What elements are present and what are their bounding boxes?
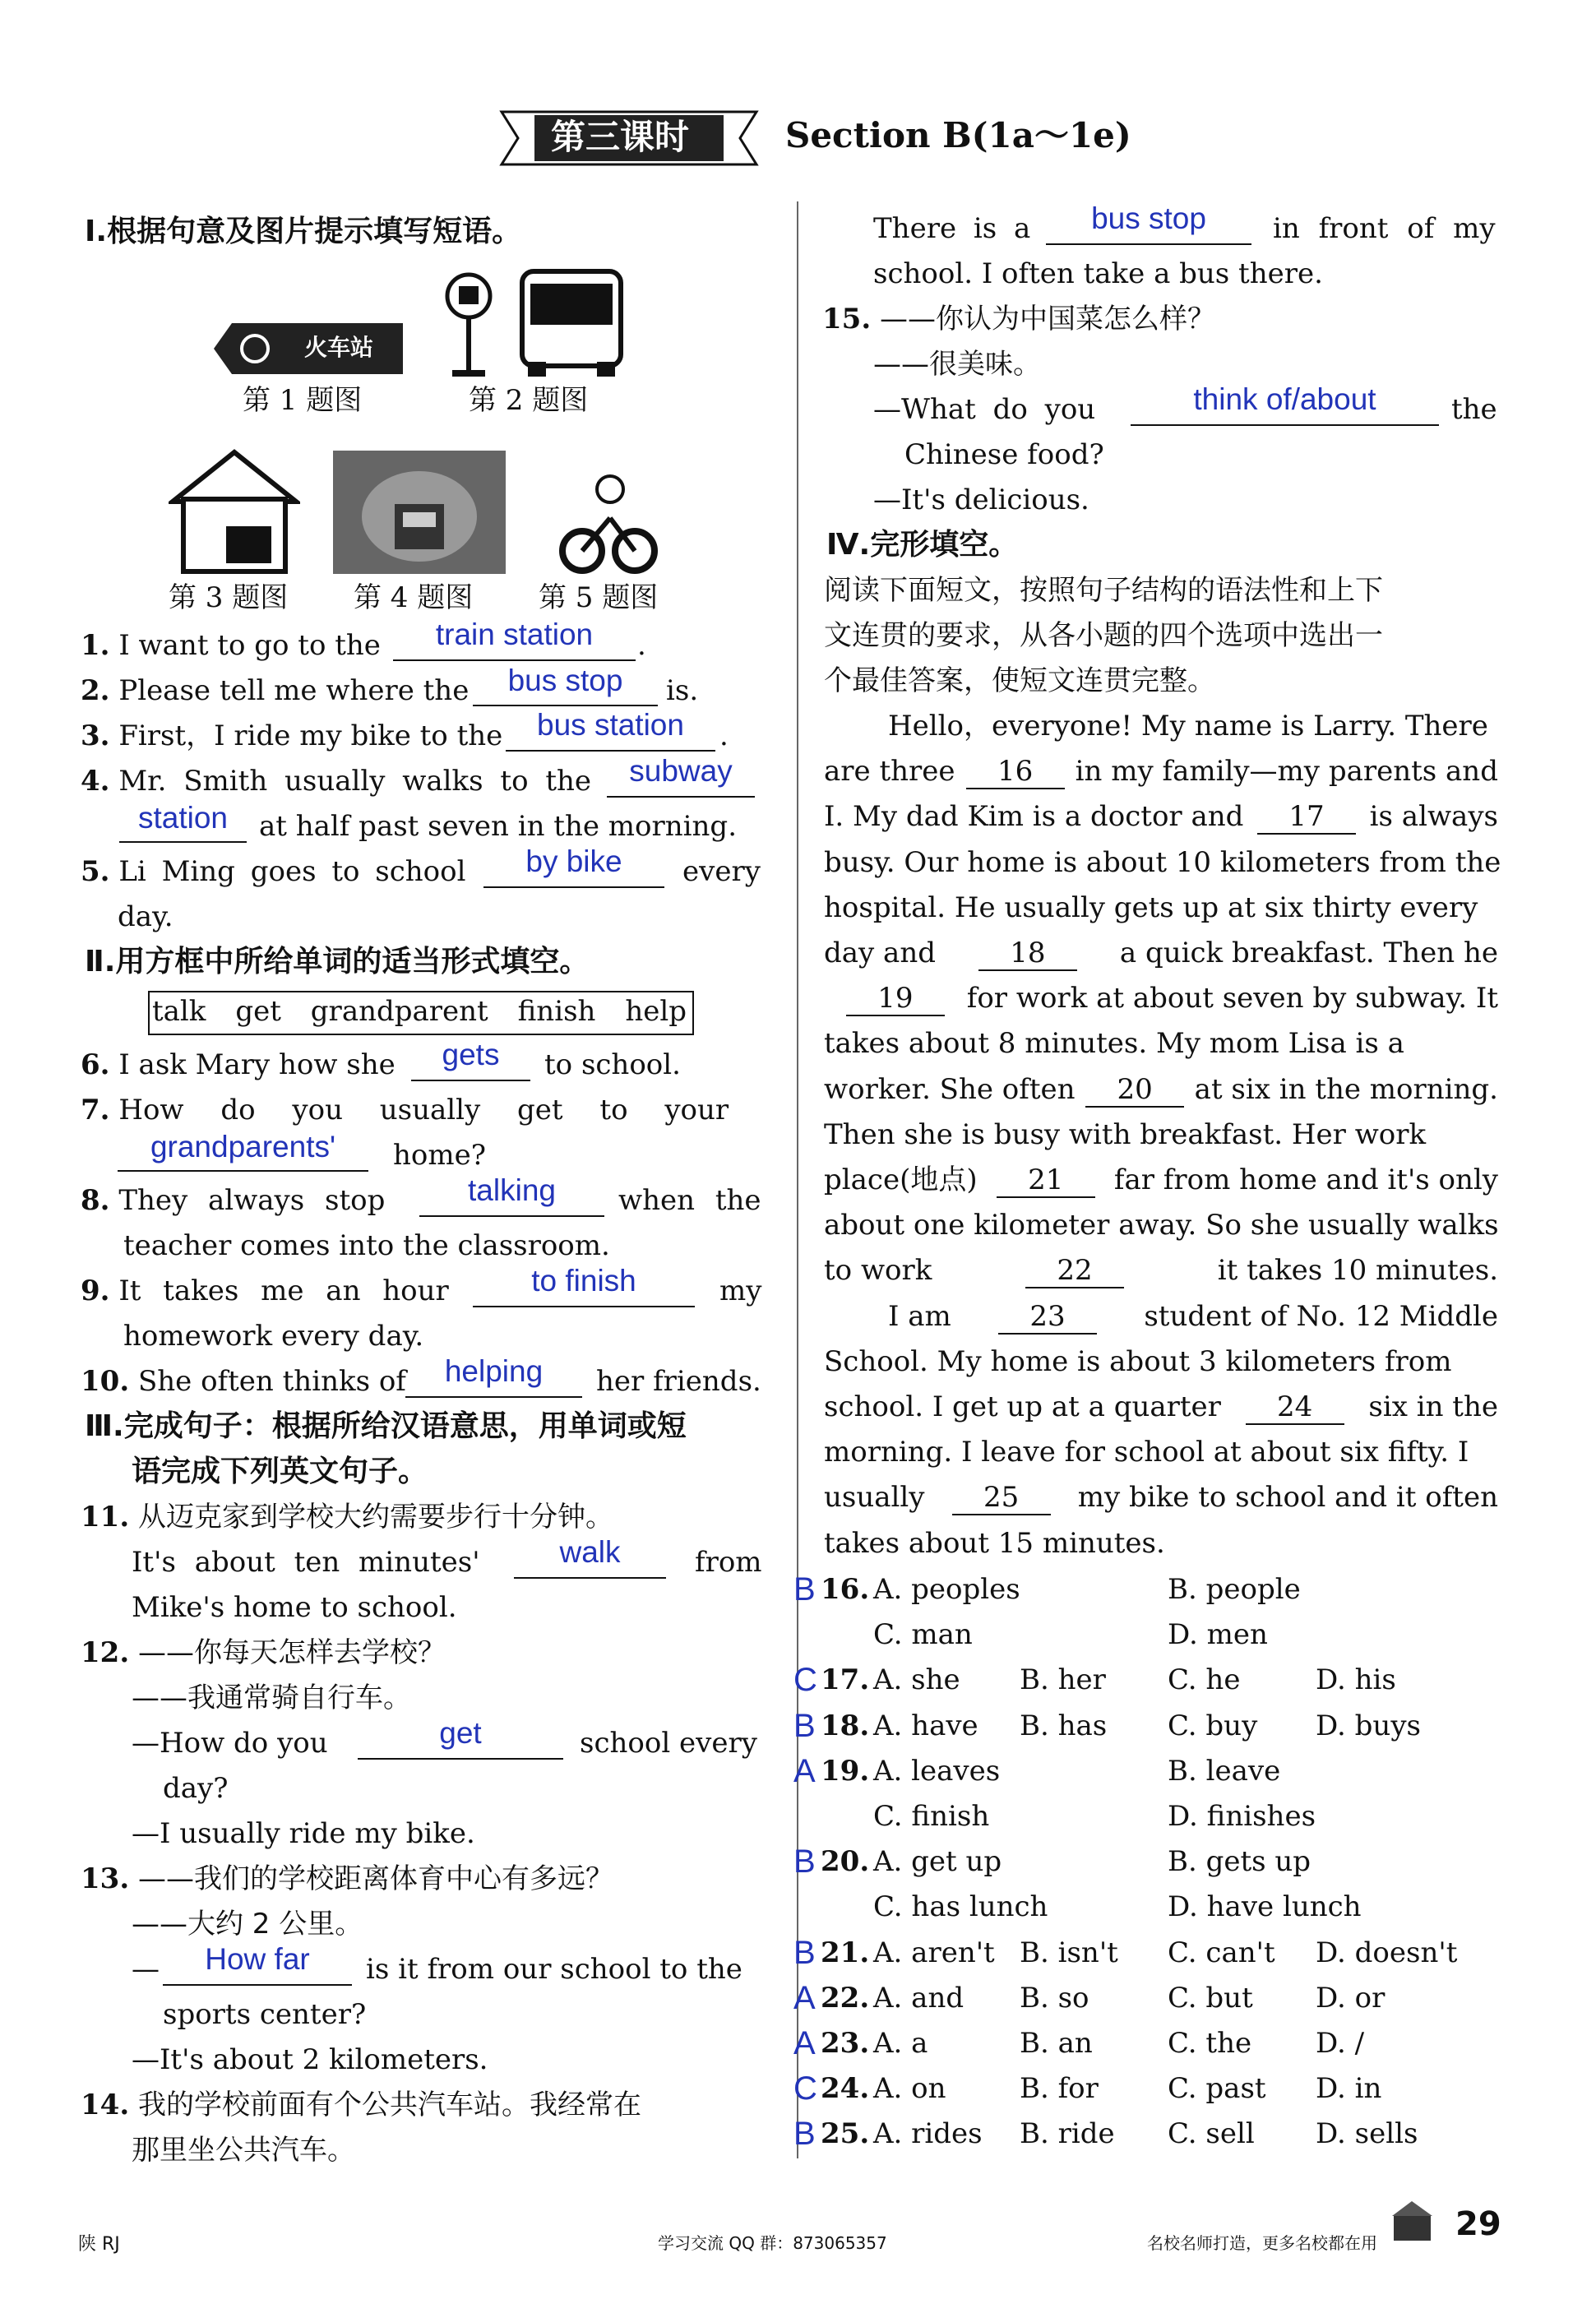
question-3: 3. First，I ride my bike to the <box>81 719 503 752</box>
option[interactable]: A. and <box>873 1981 965 2015</box>
question-number: 21. <box>821 1936 870 1969</box>
q15-cont: Chinese food? <box>904 438 1104 471</box>
blank-13[interactable] <box>163 1984 352 1986</box>
passage-text: takes about 8 minutes. My mom Lisa is a <box>824 1027 1404 1061</box>
passage-text: I am <box>888 1299 951 1333</box>
q4-end: at half past seven in the morning. <box>259 810 738 843</box>
option[interactable]: B. an <box>1020 2027 1093 2060</box>
passage-line <box>824 800 1498 835</box>
selected-answer: C <box>793 1662 817 1699</box>
passage-text: usually <box>824 1481 925 1515</box>
answer-15: think of/about <box>1193 382 1376 416</box>
question-1: 1. I want to go to the <box>81 629 381 662</box>
blank-14[interactable] <box>1046 243 1251 245</box>
passage-line <box>824 937 1498 971</box>
passage-text: school. I get up at a quarter <box>824 1390 1221 1423</box>
q8-cont: teacher comes into the classroom. <box>123 1229 610 1262</box>
passage-text: to work <box>824 1254 932 1288</box>
blank-12[interactable] <box>358 1758 563 1760</box>
q3-end: . <box>719 719 729 752</box>
passage-line <box>824 1118 1498 1151</box>
q14-text: There is a <box>873 212 1031 245</box>
option[interactable]: D. doesn't <box>1316 1936 1458 1969</box>
lesson-banner <box>493 105 765 171</box>
passage-line <box>824 1390 1498 1425</box>
blank-15[interactable] <box>1131 424 1439 426</box>
blank-3[interactable] <box>506 750 715 752</box>
q15-end: the <box>1451 393 1497 426</box>
book-logo-icon <box>1390 2200 1435 2245</box>
cloze-blank[interactable]: 19 <box>846 982 945 1016</box>
caption-4: 第 4 题图 <box>354 581 474 614</box>
word-finish: finish <box>517 995 596 1028</box>
q12-cn2: ——我通常骑自行车。 <box>132 1682 411 1714</box>
bike-rider-image <box>559 473 658 576</box>
option[interactable]: A. peoples <box>873 1573 1020 1606</box>
answer-1: train station <box>435 618 594 651</box>
answer-6: gets <box>442 1038 500 1071</box>
caption-2: 第 2 题图 <box>469 384 589 417</box>
option[interactable]: B. has <box>1020 1709 1108 1742</box>
passage-text: School. My home is about 3 kilometers from <box>824 1344 1452 1378</box>
blank-1[interactable] <box>393 659 636 661</box>
sign-text: 火车站 <box>304 334 374 361</box>
question-number: 18. <box>821 1709 870 1742</box>
q13-cont: sports center? <box>163 1998 367 2031</box>
q15-text: —What do you <box>873 393 1096 426</box>
answer-4b: station <box>137 801 228 835</box>
question-2: 2. Please tell me where the <box>81 674 470 707</box>
q11-end: from <box>695 1546 762 1579</box>
answer-9: to finish <box>531 1264 636 1298</box>
question-11: 11. 从迈克家到学校大约需要步行十分钟。 <box>81 1501 613 1534</box>
cloze-blank[interactable]: 18 <box>978 937 1077 971</box>
q10-end: her friends. <box>596 1365 761 1398</box>
passage-text: Hello，everyone! My name is Larry. There <box>888 710 1488 742</box>
passage-line <box>824 1481 1498 1515</box>
blank-9[interactable] <box>473 1306 695 1307</box>
question-7: 7. How do you usually get to your <box>81 1094 729 1126</box>
option[interactable]: A. leaves <box>873 1754 1001 1788</box>
selected-answer: C <box>793 2070 817 2107</box>
option[interactable]: C. can't <box>1168 1936 1275 1969</box>
blank-11[interactable] <box>514 1577 666 1579</box>
part3-title-line2: 语完成下列英文句子。 <box>132 1455 428 1488</box>
question-12: 12. ——你每天怎样去学校？ <box>81 1636 446 1669</box>
q11-text: It's about ten minutes' <box>132 1546 480 1579</box>
option[interactable]: B. her <box>1020 1663 1106 1697</box>
passage-line <box>824 1073 1498 1108</box>
word-talk: talk <box>152 995 206 1028</box>
blank-10[interactable] <box>405 1396 582 1398</box>
answer-11: walk <box>559 1535 621 1569</box>
q12-text: —How do you <box>132 1727 328 1760</box>
option[interactable]: D. / <box>1316 2027 1365 2060</box>
blank-4b[interactable] <box>119 841 247 843</box>
q5-end: every <box>682 855 761 888</box>
passage-line <box>824 1345 1498 1378</box>
passage-text: in my family—my parents and <box>1075 755 1498 789</box>
blank-2[interactable] <box>473 705 658 706</box>
passage-line <box>824 755 1498 789</box>
cloze-blank[interactable]: 20 <box>1085 1073 1184 1108</box>
question-4: 4. Mr. Smith usually walks to the <box>81 765 592 798</box>
passage-text: at six in the morning. <box>1194 1072 1498 1106</box>
option[interactable]: D. buys <box>1316 1709 1421 1742</box>
q13-reply: —It's about 2 kilometers. <box>132 2043 488 2076</box>
part4-intro-3: 个最佳答案，使短文连贯完整。 <box>824 664 1215 697</box>
option[interactable]: A. have <box>873 1709 978 1742</box>
passage-line <box>824 1163 1498 1198</box>
part1-title: Ⅰ.根据句意及图片提示填写短语。 <box>85 215 522 248</box>
option[interactable]: A. aren't <box>873 1936 995 1969</box>
option[interactable]: D. his <box>1316 1663 1396 1697</box>
passage-line <box>888 1300 1498 1335</box>
option[interactable]: D. finishes <box>1168 1800 1316 1833</box>
passage-line <box>824 845 1501 879</box>
passage-text: my bike to school and it often <box>1077 1481 1498 1515</box>
answer-2: bus stop <box>507 664 623 697</box>
question-14: 14. 我的学校前面有个公共汽车站。我经常在 <box>81 2089 641 2121</box>
q13-cn2: ——大约 2 公里。 <box>132 1908 363 1941</box>
option[interactable]: D. sells <box>1316 2117 1418 2151</box>
word-box-words <box>152 995 687 1028</box>
passage-line <box>888 710 1498 742</box>
passage-text: about one kilometer away. So she usually walks <box>824 1209 1499 1242</box>
section-title: Section B(1a～1e) <box>785 115 1131 155</box>
question-5: 5. Li Ming goes to school <box>81 855 466 888</box>
q1-end: . <box>637 629 646 662</box>
passage-text: day and <box>824 937 936 969</box>
q12-cont: day? <box>163 1772 229 1805</box>
q13-dash: — <box>132 1953 160 1986</box>
blank-8[interactable] <box>419 1215 604 1217</box>
cloze-blank[interactable]: 24 <box>1246 1390 1344 1425</box>
cloze-blank[interactable]: 21 <box>997 1163 1095 1198</box>
selected-answer: B <box>793 1707 816 1744</box>
passage-text: it takes 10 minutes. <box>1217 1254 1498 1288</box>
option[interactable]: D. have lunch <box>1168 1890 1362 1924</box>
cloze-blank[interactable]: 17 <box>1257 800 1356 835</box>
passage-text: I. My dad Kim is a doctor and <box>824 800 1244 834</box>
option[interactable]: C. he <box>1168 1663 1241 1697</box>
selected-answer: B <box>793 2116 816 2153</box>
option[interactable]: A. get up <box>873 1845 1002 1879</box>
passage-line <box>824 1527 1498 1560</box>
answer-5: by bike <box>525 844 622 878</box>
word-grandparent: grandparent <box>310 995 488 1028</box>
q11-cont: Mike's home to school. <box>132 1591 457 1624</box>
footer-right: 名校名师打造，更多名校都在用 <box>1147 2233 1377 2253</box>
option[interactable]: A. a <box>873 2027 928 2060</box>
train-station-sign-image <box>214 323 403 374</box>
answer-13: How far <box>205 1942 310 1976</box>
part4-intro-2: 文连贯的要求，从各小题的四个选项中选出一 <box>824 619 1383 652</box>
bus-stop-image <box>440 271 497 378</box>
q14-cont: school. I often take a bus there. <box>873 257 1323 290</box>
answer-4a: subway <box>629 754 733 788</box>
caption-3: 第 3 题图 <box>169 581 289 614</box>
question-6: 6. I ask Mary how she <box>81 1048 396 1081</box>
question-10: 10. She often thinks of <box>81 1365 406 1398</box>
blank-5[interactable] <box>483 886 664 888</box>
q7-end: home? <box>393 1139 486 1172</box>
question-number: 20. <box>821 1845 870 1879</box>
option[interactable]: C. finish <box>873 1800 990 1833</box>
q12-end: school every <box>580 1727 757 1760</box>
part4-title: Ⅳ.完形填空。 <box>826 528 1019 562</box>
part2-title: Ⅱ.用方框中所给单词的适当形式填空。 <box>85 945 590 978</box>
answer-3: bus station <box>537 708 684 742</box>
passage-text: worker. She often <box>824 1072 1076 1106</box>
answer-10: helping <box>444 1354 544 1388</box>
blank-7[interactable] <box>118 1170 368 1172</box>
selected-answer: B <box>793 1843 816 1880</box>
part4-intro-1: 阅读下面短文，按照句子结构的语法性和上下 <box>824 574 1383 607</box>
q15-cn2: ——很美味。 <box>873 348 1041 381</box>
option[interactable]: B. so <box>1020 1981 1089 2015</box>
passage-text: a quick breakfast. Then he <box>1119 937 1498 969</box>
question-number: 16. <box>821 1573 870 1606</box>
q14-end: in front of my <box>1273 212 1496 245</box>
passage-line <box>824 1027 1498 1060</box>
word-get: get <box>235 995 281 1028</box>
question-8: 8. They always stop <box>81 1184 386 1217</box>
selected-answer: A <box>793 2025 816 2061</box>
answer-14: bus stop <box>1091 201 1206 235</box>
question-13: 13. ——我们的学校距离体育中心有多远？ <box>81 1862 613 1895</box>
option[interactable]: C. sell <box>1168 2117 1255 2151</box>
word-help: help <box>625 995 687 1028</box>
q15-reply: —It's delicious. <box>873 483 1089 516</box>
option[interactable]: C. has lunch <box>873 1890 1048 1924</box>
option[interactable]: C. man <box>873 1618 973 1652</box>
option[interactable]: B. for <box>1020 2072 1099 2106</box>
option[interactable]: C. past <box>1168 2072 1266 2106</box>
option[interactable]: B. gets up <box>1168 1845 1311 1879</box>
q8-end: when the <box>618 1184 761 1217</box>
question-number: 22. <box>821 1981 870 2015</box>
question-number: 25. <box>821 2117 870 2151</box>
option[interactable]: B. ride <box>1020 2117 1115 2151</box>
option[interactable]: C. buy <box>1168 1709 1258 1742</box>
part3-title-line1: Ⅲ.完成句子：根据所给汉语意思，用单词或短 <box>85 1409 687 1443</box>
caption-1: 第 1 题图 <box>243 384 363 417</box>
caption-5: 第 5 题图 <box>539 581 659 614</box>
blank-4a[interactable] <box>607 796 755 798</box>
q13-end: is it from our school to the <box>366 1953 742 1986</box>
passage-line <box>824 1254 1498 1288</box>
option[interactable]: C. but <box>1168 1981 1253 2015</box>
page-number: 29 <box>1455 2205 1501 2243</box>
passage-text: is always <box>1369 800 1498 834</box>
option[interactable]: B. people <box>1168 1573 1301 1606</box>
footer-left: 陕 RJ <box>78 2234 120 2255</box>
passage-text: morning. I leave for school at about six fifty. I <box>824 1436 1469 1469</box>
option[interactable]: D. men <box>1168 1618 1268 1652</box>
bus-station-image <box>169 448 300 576</box>
option[interactable]: A. rides <box>873 2117 983 2151</box>
bus-image <box>518 267 625 378</box>
blank-6[interactable] <box>411 1080 530 1081</box>
option[interactable]: B. isn't <box>1020 1936 1118 1969</box>
lesson-title: 第三课时 <box>551 117 690 157</box>
q6-end: to school. <box>544 1048 681 1081</box>
cloze-blank[interactable]: 25 <box>952 1481 1051 1515</box>
q14-cn2: 那里坐公共汽车。 <box>132 2134 355 2167</box>
selected-answer: A <box>793 1979 816 2016</box>
footer-center: 学习交流 QQ 群：873065357 <box>658 2233 887 2253</box>
question-15: 15. ——你认为中国菜怎么样？ <box>822 303 1215 335</box>
selected-answer: B <box>793 1571 816 1608</box>
passage-line <box>824 1209 1498 1242</box>
option[interactable]: D. in <box>1316 2072 1382 2106</box>
question-9: 9. It takes me an hour <box>81 1274 449 1307</box>
q5-cont: day. <box>118 900 173 933</box>
selected-answer: B <box>793 1934 816 1971</box>
question-number: 19. <box>821 1754 870 1788</box>
subway-tunnel-image <box>333 451 506 574</box>
cloze-blank[interactable]: 22 <box>1025 1254 1124 1288</box>
passage-text: student of No. 12 Middle <box>1144 1299 1498 1333</box>
question-number: 24. <box>821 2072 870 2106</box>
passage-text: for work at about seven by subway. It <box>966 982 1498 1015</box>
q9-cont: homework every day. <box>123 1320 424 1353</box>
option[interactable]: B. leave <box>1168 1754 1281 1788</box>
passage-text: place(地点) <box>824 1163 978 1196</box>
passage-text: are three <box>824 755 955 789</box>
q9-end: my <box>719 1274 762 1307</box>
option[interactable]: D. or <box>1316 1981 1386 2015</box>
answer-8: talking <box>468 1173 556 1207</box>
passage-text: Then she is busy with breakfast. Her work <box>824 1117 1427 1151</box>
passage-text: hospital. He usually gets up at six thirty every <box>824 891 1478 924</box>
question-number: 17. <box>821 1663 870 1697</box>
question-number: 23. <box>821 2027 870 2060</box>
passage-text: takes about 15 minutes. <box>824 1526 1165 1560</box>
passage-text: busy. Our home is about 10 kilometers from the <box>824 845 1501 879</box>
passage-line <box>824 982 1498 1016</box>
passage-text: six in the <box>1368 1390 1498 1423</box>
answer-12: get <box>439 1716 482 1750</box>
q12-reply: —I usually ride my bike. <box>132 1817 475 1850</box>
option[interactable]: C. the <box>1168 2027 1252 2060</box>
option[interactable]: A. on <box>873 2072 946 2106</box>
q2-end: is. <box>666 674 699 707</box>
cloze-blank[interactable]: 23 <box>998 1300 1097 1335</box>
passage-text: far from home and it's only <box>1113 1163 1498 1196</box>
answer-7: grandparents' <box>150 1130 336 1163</box>
passage-line <box>824 891 1498 924</box>
cloze-blank[interactable]: 16 <box>966 755 1065 789</box>
selected-answer: A <box>793 1752 816 1789</box>
passage-line <box>824 1436 1498 1469</box>
option[interactable]: A. she <box>873 1663 960 1697</box>
